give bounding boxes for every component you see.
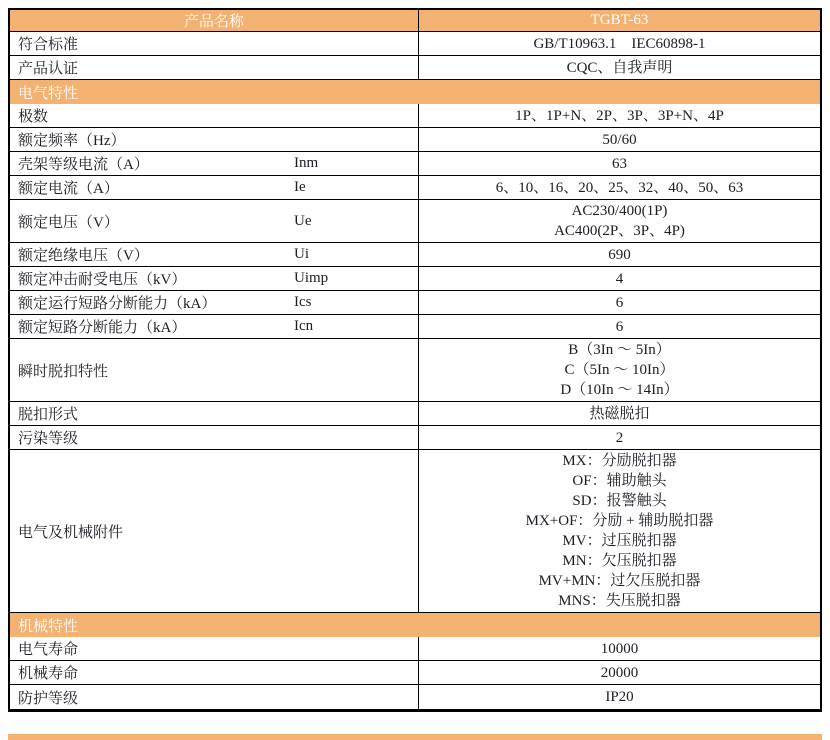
row-label-cell xyxy=(10,315,419,338)
spec-row xyxy=(10,450,820,613)
row-label-cell xyxy=(10,685,419,709)
row-label-cell xyxy=(10,32,419,55)
row-label: 脱扣形式 xyxy=(18,407,79,423)
spec-row xyxy=(10,176,820,200)
row-symbol: Ie xyxy=(294,179,306,195)
row-value xyxy=(419,152,820,175)
spec-row xyxy=(10,200,820,243)
value-line: MNS：失压脱扣器 xyxy=(558,593,681,609)
row-label-cell xyxy=(10,56,419,79)
spec-row xyxy=(10,402,820,426)
value-line: AC400(2P、3P、4P) xyxy=(554,223,685,239)
row-label: 瞬时脱扣特性 xyxy=(18,363,109,380)
row-value xyxy=(419,200,820,242)
row-label-cell xyxy=(10,152,419,175)
value-line: MV+MN：过欠压脱扣器 xyxy=(538,573,701,589)
value-line: 63 xyxy=(612,155,627,172)
section-header xyxy=(10,613,820,637)
value-line: CQC、自我声明 xyxy=(566,59,673,76)
value-line: MX：分励脱扣器 xyxy=(562,453,677,469)
row-label-cell xyxy=(10,128,419,151)
row-value xyxy=(419,32,820,55)
value-line: 690 xyxy=(608,246,631,263)
row-label: 机械寿命 xyxy=(18,666,79,682)
spec-row xyxy=(10,426,820,450)
row-label-cell xyxy=(10,637,419,660)
spec-row xyxy=(10,104,820,128)
row-symbol: Ue xyxy=(294,212,312,229)
row-label-cell xyxy=(10,291,419,314)
product-name-header: 产品名称 xyxy=(10,10,419,31)
row-label: 额定绝缘电压（V） xyxy=(18,248,149,264)
cutoff-section-strip xyxy=(8,734,822,740)
section-title: 机械特性 xyxy=(18,618,79,635)
spec-row xyxy=(10,637,820,661)
row-label: 符合标准 xyxy=(18,37,79,53)
value-line: 热磁脱扣 xyxy=(589,405,650,422)
row-label: 电气及机械附件 xyxy=(18,524,124,541)
spec-row xyxy=(10,339,820,402)
row-label-cell xyxy=(10,402,419,425)
row-label-cell xyxy=(10,661,419,684)
row-value xyxy=(419,402,820,425)
row-label-cell xyxy=(10,200,419,242)
row-label: 污染等级 xyxy=(18,431,79,447)
section-header xyxy=(10,80,820,104)
row-symbol: Ui xyxy=(294,246,309,262)
value-line: MV：过压脱扣器 xyxy=(562,533,677,549)
value-line: 50/60 xyxy=(602,131,637,148)
row-label: 产品认证 xyxy=(18,61,79,77)
value-line: MN：欠压脱扣器 xyxy=(562,553,677,569)
spec-row xyxy=(10,685,820,709)
row-label-cell xyxy=(10,243,419,266)
row-value xyxy=(419,104,820,127)
row-value xyxy=(419,243,820,266)
row-value xyxy=(419,685,820,709)
value-line: C（5In ～ 10In） xyxy=(564,362,675,378)
row-value xyxy=(419,339,820,401)
value-line: B（3In ～ 5In） xyxy=(568,342,671,358)
row-label: 极数 xyxy=(18,109,49,125)
row-symbol: Uimp xyxy=(294,270,329,286)
row-symbol: Ics xyxy=(294,294,312,310)
row-value xyxy=(419,267,820,290)
spec-table xyxy=(8,8,822,712)
value-line: 4 xyxy=(615,270,624,287)
section-title: 电气特性 xyxy=(18,85,79,102)
value-line: 2 xyxy=(615,429,624,446)
row-value xyxy=(419,176,820,199)
row-label: 额定运行短路分断能力（kA） xyxy=(18,296,217,312)
row-value xyxy=(419,637,820,660)
value-line: 10000 xyxy=(600,640,639,657)
product-model-value: TGBT-63 xyxy=(590,12,649,28)
spec-row xyxy=(10,267,820,291)
value-line: D（10In ～ 14In） xyxy=(560,382,679,398)
value-line: IP20 xyxy=(605,689,634,705)
row-value xyxy=(419,56,820,79)
row-symbol: Icn xyxy=(294,318,314,334)
spec-row xyxy=(10,661,820,685)
value-line: SD：报警触头 xyxy=(572,493,667,509)
spec-row xyxy=(10,56,820,80)
row-label-cell xyxy=(10,426,419,449)
value-line: 6 xyxy=(615,294,624,311)
row-symbol: Inm xyxy=(294,155,319,171)
spec-row xyxy=(10,128,820,152)
row-label: 壳架等级电流（A） xyxy=(18,157,149,173)
value-line: 1P、1P+N、2P、3P、3P+N、4P xyxy=(515,107,724,124)
row-label-cell xyxy=(10,339,419,401)
value-line: OF：辅助触头 xyxy=(572,473,667,489)
row-label: 额定冲击耐受电压（kV） xyxy=(18,272,187,288)
row-value xyxy=(419,661,820,684)
spec-row xyxy=(10,315,820,339)
row-label-cell xyxy=(10,267,419,290)
row-label-cell xyxy=(10,450,419,612)
row-value xyxy=(419,315,820,338)
spec-row xyxy=(10,152,820,176)
row-label: 防护等级 xyxy=(18,690,79,707)
value-line: MX+OF：分励 + 辅助脱扣器 xyxy=(525,513,714,529)
row-value xyxy=(419,128,820,151)
row-label-cell xyxy=(10,176,419,199)
row-label: 额定电压（V） xyxy=(18,214,119,231)
spec-row xyxy=(10,291,820,315)
spec-row xyxy=(10,243,820,267)
row-label: 额定频率（Hz） xyxy=(18,133,126,149)
spec-row xyxy=(10,32,820,56)
row-value xyxy=(419,450,820,612)
row-value xyxy=(419,426,820,449)
row-value xyxy=(419,291,820,314)
spec-rows xyxy=(10,32,820,709)
row-label: 额定短路分断能力（kA） xyxy=(18,320,187,336)
value-line: 6 xyxy=(615,318,624,335)
table-header-row xyxy=(10,10,820,32)
value-line: AC230/400(1P) xyxy=(571,203,668,219)
row-label-cell xyxy=(10,104,419,127)
row-label: 电气寿命 xyxy=(18,642,79,658)
value-line: 20000 xyxy=(600,664,639,681)
value-line: GB/T10963.1 IEC60898-1 xyxy=(533,35,706,52)
value-line: 6、10、16、20、25、32、40、50、63 xyxy=(495,179,744,196)
row-label: 额定电流（A） xyxy=(18,181,119,197)
